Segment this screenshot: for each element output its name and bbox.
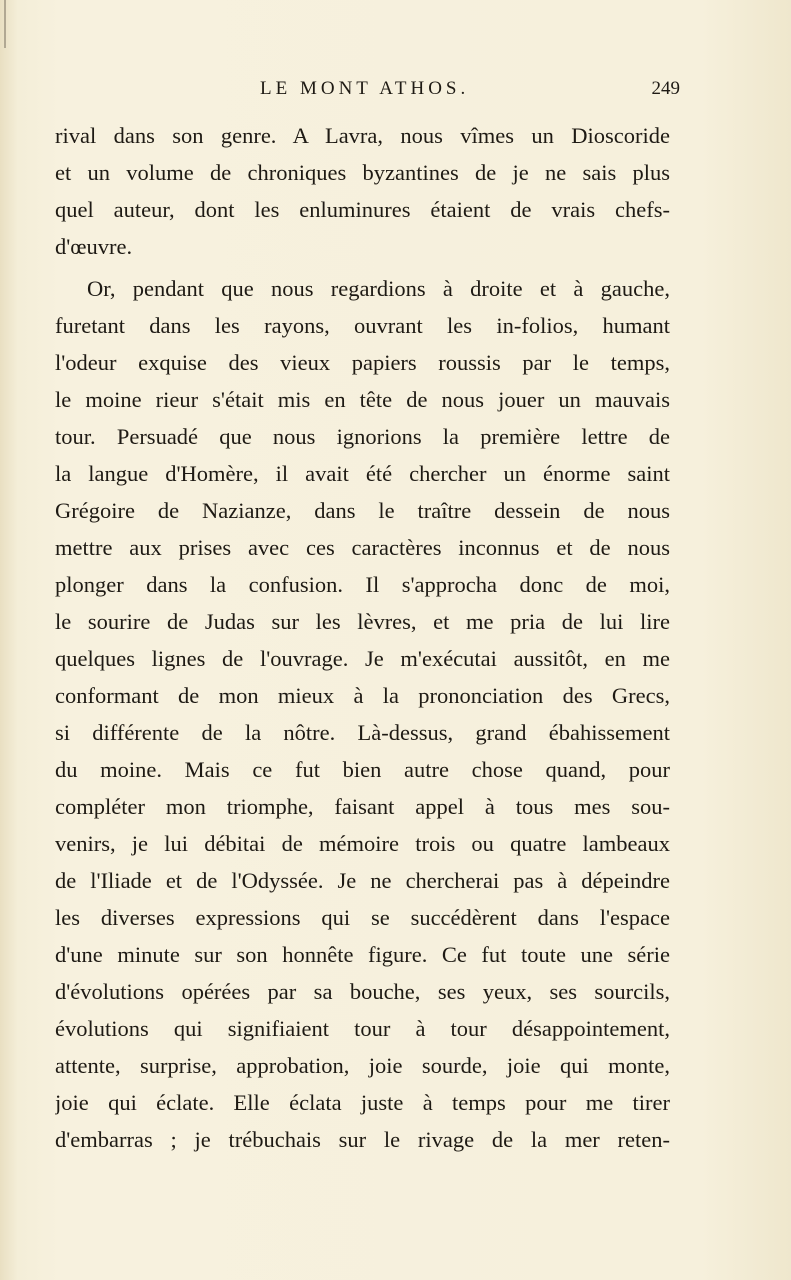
text-line: l'odeur exquise des vieux papiers roussis par le temps, [55,350,670,375]
text-line: tour. Persuadé que nous ignorions la première lettre de [55,424,670,449]
binding-edge [4,0,6,48]
text-line: furetant dans les rayons, ouvrant les in-folios, humant [55,313,670,338]
text-line: rival dans son genre. A Lavra, nous vîmes un Dioscoride [55,123,670,148]
text-line: d'embarras ; je trébuchais sur le rivage de la mer reten- [55,1127,670,1152]
text-line: du moine. Mais ce fut bien autre chose quand, pour [55,757,670,782]
text-line: quel auteur, dont les enluminures étaient de vrais chefs- [55,197,670,222]
text-line: le sourire de Judas sur les lèvres, et me pria de lui lire [55,609,670,634]
text-line: compléter mon triomphe, faisant appel à tous mes sou- [55,794,670,819]
running-head [60,78,680,108]
paragraph-start-line: Or, pendant que nous regardions à droite et à gauche, [87,276,670,301]
text-line: le moine rieur s'était mis en tête de nous jouer un mauvais [55,387,670,412]
text-line: et un volume de chroniques byzantines de je ne sais plus [55,160,670,185]
text-line: conformant de mon mieux à la prononciation des Grecs, [55,683,670,708]
running-title: LE MONT ATHOS. [260,78,470,99]
text-line: d'évolutions opérées par sa bouche, ses yeux, ses sourcils, [55,979,670,1004]
text-line: joie qui éclate. Elle éclata juste à temps pour me tirer [55,1090,670,1115]
text-line: de l'Iliade et de l'Odyssée. Je ne chercherai pas à dépeindre [55,868,670,893]
text-line: la langue d'Homère, il avait été chercher un énorme saint [55,461,670,486]
text-line: mettre aux prises avec ces caractères inconnus et de nous [55,535,670,560]
text-line: venirs, je lui débitai de mémoire trois ou quatre lambeaux [55,831,670,856]
paragraph-end-line: d'œuvre. [55,234,133,259]
text-line: quelques lignes de l'ouvrage. Je m'exécutai aussitôt, en me [55,646,670,671]
text-line: plonger dans la confusion. Il s'approcha donc de moi, [55,572,670,597]
text-line: attente, surprise, approbation, joie sourde, joie qui monte, [55,1053,670,1078]
text-line: les diverses expressions qui se succédèrent dans l'espace [55,905,670,930]
page-number: 249 [651,78,680,99]
text-line: évolutions qui signifiaient tour à tour désappointement, [55,1016,670,1041]
text-line: d'une minute sur son honnête figure. Ce fut toute une série [55,942,670,967]
text-line: si différente de la nôtre. Là-dessus, grand ébahissement [55,720,670,745]
text-line: Grégoire de Nazianze, dans le traître dessein de nous [55,498,670,523]
